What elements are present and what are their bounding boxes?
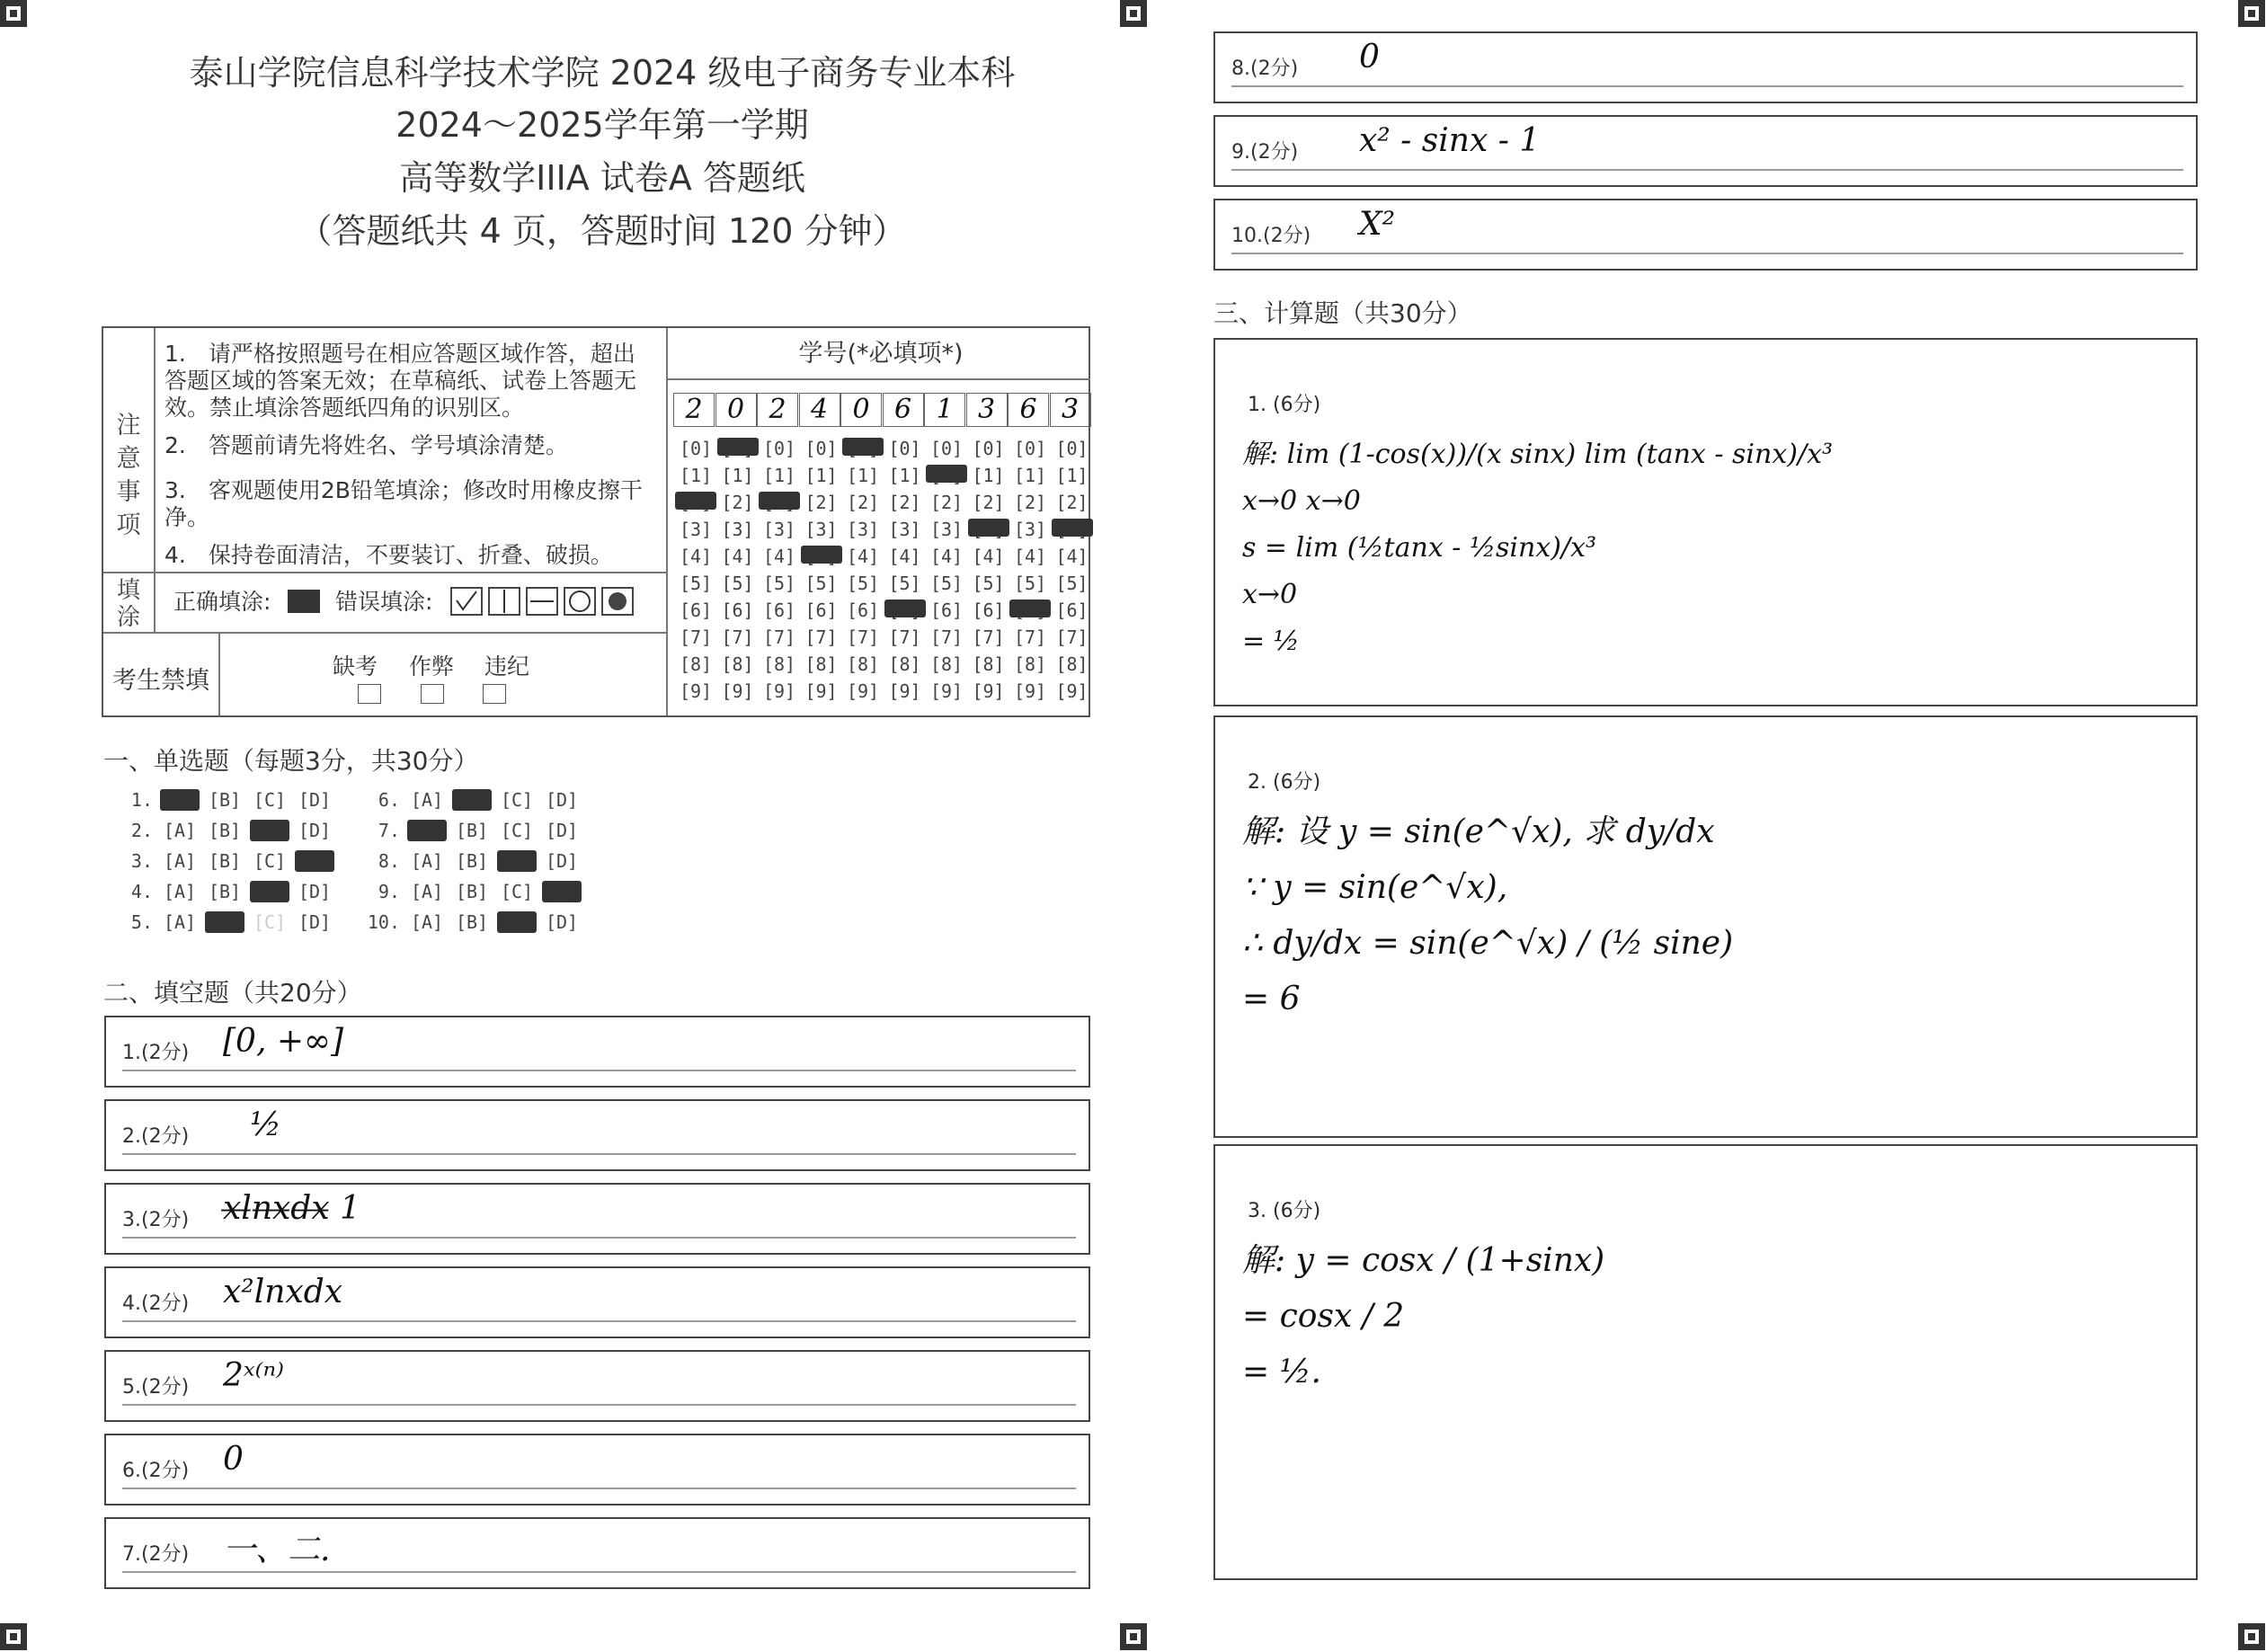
student-id-bubble[interactable]: [5]	[1013, 573, 1047, 594]
student-id-bubble[interactable]: [2]	[759, 492, 800, 510]
student-id-digit: 1	[924, 393, 965, 427]
calculation-work-line: 解: 设 y = sin(e^√x), 求 dy/dx	[1242, 813, 1715, 850]
fill-blank-label: 9.(2分)	[1231, 141, 1299, 164]
header-course: 高等数学IIIA 试卷A 答题纸	[399, 158, 805, 198]
student-id-bubble[interactable]: [4]	[972, 546, 1005, 567]
student-id-bubble[interactable]: [4]	[929, 546, 964, 567]
calculation-work-line: = 6	[1242, 981, 1301, 1017]
mc-option-bubble[interactable]: [D]	[545, 850, 579, 872]
correct-fill-sample	[288, 590, 320, 613]
mc-question-row	[360, 911, 587, 933]
student-id-bubble[interactable]: [6]	[762, 600, 796, 621]
student-id-bubble[interactable]: [4]	[679, 546, 713, 567]
student-id-bubble[interactable]: [8]	[1055, 653, 1089, 675]
fill-side-label: 填涂	[116, 577, 140, 631]
student-id-bubble[interactable]: [5]	[1055, 573, 1089, 594]
fill-blank-box[interactable]	[104, 1266, 1090, 1338]
student-id-digit: 2	[757, 393, 798, 427]
student-id-bubble[interactable]: [5]	[846, 573, 880, 594]
calculation-work-line: ∵ y = sin(e^√x),	[1242, 869, 1508, 906]
fill-blank-underline	[122, 1571, 1076, 1573]
student-id-bubble[interactable]: [7]	[846, 626, 880, 648]
student-id-bubble[interactable]: [8]	[846, 653, 880, 675]
student-id-bubble[interactable]: [3]	[721, 519, 754, 540]
student-id-bubble[interactable]: [9]	[972, 680, 1005, 702]
student-id-bubble[interactable]: [7]	[972, 626, 1005, 648]
student-id-bubble[interactable]: [8]	[804, 653, 838, 675]
correct-fill-label: 正确填涂:	[173, 589, 271, 615]
calculation-label: 2. (6分)	[1248, 771, 1321, 794]
section3-title: 三、计算题（共30分）	[1213, 298, 1472, 328]
student-id-bubble[interactable]: [2]	[1013, 492, 1047, 513]
fill-blank-underline	[1231, 169, 2183, 171]
mc-option-bubble[interactable]: [B]	[452, 789, 492, 811]
calculation-work-line: 解: lim (1-cos(x))/(x sinx) lim (tanx - sinx)/x³	[1242, 439, 1834, 470]
mc-option-bubble[interactable]: [B]	[455, 911, 489, 933]
student-id-bubble[interactable]: [0]	[888, 438, 921, 459]
student-id-bubble[interactable]: [9]	[888, 680, 921, 702]
fill-blank-answer: ½	[250, 1106, 281, 1143]
registration-mark-bottom-right	[2238, 1623, 2265, 1650]
student-id-bubble[interactable]: [3]	[1013, 519, 1047, 540]
fill-blank-answer: 一、二.	[223, 1532, 331, 1568]
student-id-bubble[interactable]: [9]	[804, 680, 838, 702]
calculation-work-line: = cosx / 2	[1242, 1298, 1405, 1335]
header-semester: 2024～2025学年第一学期	[395, 105, 809, 145]
student-id-bubble[interactable]: [2]	[929, 492, 964, 513]
student-id-bubble[interactable]: [4]	[721, 546, 754, 567]
student-id-bubble[interactable]: [3]	[804, 519, 838, 540]
mc-question-row	[360, 820, 587, 841]
mc-question-row	[360, 850, 587, 872]
student-id-digit: 6	[883, 393, 924, 427]
calculation-box[interactable]	[1213, 715, 2198, 1138]
calculation-work-line: = ½	[1242, 626, 1300, 657]
student-id-bubble[interactable]: [2]	[972, 492, 1005, 513]
fill-blank-label: 2.(2分)	[122, 1125, 190, 1148]
student-id-bubble[interactable]: [0]	[972, 438, 1005, 459]
student-id-digit: 4	[799, 393, 840, 427]
fill-blank-underline	[1231, 85, 2183, 87]
student-id-bubble[interactable]: [6]	[929, 600, 964, 621]
registration-mark-top-center	[1120, 0, 1147, 27]
student-id-digit: 3	[1050, 393, 1091, 427]
student-id-bubble[interactable]: [7]	[888, 626, 921, 648]
mc-question-number: 5.	[130, 911, 153, 933]
student-id-bubble[interactable]: [9]	[929, 680, 964, 702]
student-id-bubble[interactable]: [2]	[721, 492, 754, 513]
mc-question-number: 4.	[130, 881, 153, 902]
mc-option-bubble[interactable]: [A]	[410, 850, 444, 872]
fill-blank-underline	[122, 1404, 1076, 1406]
student-id-bubble[interactable]: [2]	[888, 492, 921, 513]
fill-blank-box[interactable]	[1213, 31, 2198, 103]
header-note: （答题纸共 4 页，答题时间 120 分钟）	[298, 211, 907, 251]
mc-option-bubble[interactable]: [B]	[205, 911, 244, 933]
notice-table	[102, 326, 1090, 717]
violation-checkbox[interactable]	[483, 684, 506, 704]
mc-question-number: 8.	[378, 850, 400, 872]
student-id-bubble[interactable]: [2]	[804, 492, 838, 513]
mc-option-bubble[interactable]: [D]	[545, 911, 579, 933]
mc-question-number: 1.	[130, 789, 153, 811]
calculation-work-line: s = lim (½tanx - ½sinx)/x³	[1242, 532, 1597, 564]
student-id-bubble[interactable]: [0]	[717, 438, 759, 456]
student-id-bubble[interactable]: [8]	[721, 653, 754, 675]
student-id-bubble[interactable]: [9]	[721, 680, 754, 702]
mc-option-bubble[interactable]: [B]	[208, 820, 242, 841]
mc-option-bubble[interactable]: [D]	[298, 911, 332, 933]
registration-mark-top-right	[2238, 0, 2265, 27]
student-id-bubble[interactable]: [1]	[1013, 465, 1047, 486]
mc-option-bubble[interactable]: [D]	[295, 850, 334, 872]
student-id-bubble[interactable]: [0]	[842, 438, 884, 456]
student-id-digit: 0	[840, 393, 882, 427]
student-id-bubble[interactable]: [7]	[1013, 626, 1047, 648]
calculation-work-line: 解: y = cosx / (1+sinx)	[1242, 1242, 1605, 1279]
mc-option-bubble[interactable]: [C]	[500, 789, 534, 811]
fill-blank-label: 4.(2分)	[122, 1292, 190, 1315]
student-id-bubble[interactable]: [6]	[972, 600, 1005, 621]
student-id-bubble[interactable]: [4]	[762, 546, 796, 567]
student-id-bubble[interactable]: [1]	[804, 465, 838, 486]
student-id-bubble[interactable]: [1]	[1055, 465, 1089, 486]
mc-question-row	[360, 881, 587, 902]
student-id-bubble[interactable]: [0]	[1055, 438, 1089, 459]
fill-blank-box[interactable]	[104, 1016, 1090, 1088]
student-id-bubble[interactable]: [8]	[762, 653, 796, 675]
mc-option-bubble[interactable]: [C]	[500, 881, 534, 902]
student-id-bubble[interactable]: [7]	[762, 626, 796, 648]
student-id-bubble[interactable]: [8]	[679, 653, 713, 675]
mc-option-bubble[interactable]: [C]	[250, 881, 289, 902]
student-id-bubble[interactable]: [1]	[888, 465, 921, 486]
student-id-bubble[interactable]: [0]	[679, 438, 713, 459]
student-id-bubble[interactable]: [3]	[762, 519, 796, 540]
mc-option-bubble[interactable]: [C]	[500, 820, 534, 841]
student-id-bubble[interactable]: [9]	[1013, 680, 1047, 702]
student-id-bubble[interactable]: [3]	[846, 519, 880, 540]
student-id-bubble[interactable]: [8]	[929, 653, 964, 675]
mc-option-bubble[interactable]: [A]	[163, 850, 197, 872]
mc-option-bubble[interactable]: [C]	[253, 789, 287, 811]
mc-option-bubble[interactable]: [A]	[407, 820, 447, 841]
registration-mark-bottom-center	[1120, 1623, 1147, 1650]
calculation-box[interactable]	[1213, 1144, 2198, 1580]
mc-question-number: 2.	[130, 820, 153, 841]
fill-blank-answer: 0	[1359, 39, 1380, 75]
calculation-label: 3. (6分)	[1248, 1200, 1321, 1222]
mc-option-bubble[interactable]: [D]	[542, 881, 582, 902]
registration-mark-bottom-left	[0, 1623, 27, 1650]
student-id-bubble[interactable]: [4]	[888, 546, 921, 567]
fill-blank-underline	[122, 1488, 1076, 1489]
mc-option-bubble[interactable]: [B]	[208, 881, 242, 902]
fill-blank-answer: 0	[223, 1441, 244, 1478]
fill-blank-label: 7.(2分)	[122, 1543, 190, 1566]
student-id-bubble[interactable]: [7]	[804, 626, 838, 648]
student-id-bubble[interactable]: [0]	[762, 438, 796, 459]
student-id-bubble[interactable]: [6]	[1009, 600, 1051, 617]
student-id-bubble[interactable]: [2]	[675, 492, 716, 510]
mc-question-number: 10.	[367, 911, 400, 933]
violation-label: 违纪	[484, 653, 530, 679]
calculation-work-line: x→0 x→0	[1242, 485, 1361, 517]
mc-option-bubble[interactable]: [B]	[208, 789, 242, 811]
absent-checkbox[interactable]	[358, 684, 381, 704]
fill-blank-underline	[122, 1153, 1076, 1155]
mc-option-bubble[interactable]: [D]	[545, 789, 579, 811]
mc-option-bubble[interactable]: [D]	[298, 881, 332, 902]
wrong-fill-label: 错误填涂:	[335, 589, 433, 615]
mc-option-bubble[interactable]: [B]	[455, 820, 489, 841]
student-id-bubble[interactable]: [5]	[888, 573, 921, 594]
mc-option-bubble[interactable]: [C]	[497, 911, 537, 933]
student-id-bubble[interactable]: [6]	[1055, 600, 1089, 621]
mc-option-bubble[interactable]: [A]	[163, 911, 197, 933]
student-id-bubble[interactable]: [1]	[926, 465, 967, 483]
student-id-bubble[interactable]: [8]	[1013, 653, 1047, 675]
student-id-bubble[interactable]: [5]	[929, 573, 964, 594]
fill-blank-underline	[122, 1320, 1076, 1322]
fill-blank-box[interactable]	[104, 1517, 1090, 1589]
fill-blank-box[interactable]	[1213, 115, 2198, 187]
fill-blank-underline	[1231, 253, 2183, 254]
notice-item-4: 4. 保持卷面清洁，不要装订、折叠、破损。	[164, 542, 613, 568]
student-id-bubble[interactable]: [5]	[679, 573, 713, 594]
fill-blank-box[interactable]	[104, 1183, 1090, 1255]
mc-question-row	[112, 850, 340, 872]
calculation-box[interactable]	[1213, 338, 2198, 706]
student-id-bubble[interactable]: [1]	[679, 465, 713, 486]
student-id-bubble[interactable]: [1]	[846, 465, 880, 486]
mc-question-number: 6.	[378, 789, 400, 811]
mc-question-number: 9.	[378, 881, 400, 902]
student-id-bubble[interactable]: [3]	[929, 519, 964, 540]
student-id-bubble[interactable]: [2]	[846, 492, 880, 513]
mc-option-bubble[interactable]: [C]	[253, 850, 287, 872]
notice-item-2: 2. 答题前请先将姓名、学号填涂清楚。	[164, 432, 568, 458]
header-school: 泰山学院信息科学技术学院 2024 级电子商务专业本科	[189, 53, 1016, 93]
student-id-bubble[interactable]: [0]	[804, 438, 838, 459]
calculation-work-line: ∴ dy/dx = sin(e^√x) / (½ sine)	[1242, 925, 1734, 962]
student-id-bubble[interactable]: [5]	[762, 573, 796, 594]
calculation-work-line: = ½.	[1242, 1354, 1321, 1390]
fill-blank-box[interactable]	[104, 1434, 1090, 1505]
section1-title: 一、单选题（每题3分，共30分）	[103, 746, 479, 776]
fill-blank-answer: x̶l̶n̶x̶d̶x̶ 1	[223, 1190, 360, 1227]
mc-option-bubble[interactable]: [A]	[410, 789, 444, 811]
student-id-bubble[interactable]: [6]	[804, 600, 838, 621]
wrong-fill-samples	[449, 584, 643, 620]
fill-blank-underline	[122, 1070, 1076, 1071]
student-id-bubble[interactable]: [4]	[846, 546, 880, 567]
fill-blank-underline	[122, 1237, 1076, 1239]
student-id-digit: 6	[1008, 393, 1049, 427]
student-id-bubble[interactable]: [0]	[929, 438, 964, 459]
student-id-bubble[interactable]: [6]	[721, 600, 754, 621]
fill-blank-answer: 2ˣ⁽ⁿ⁾	[223, 1357, 284, 1394]
student-id-bubble[interactable]: [8]	[888, 653, 921, 675]
mc-option-bubble[interactable]: [A]	[410, 881, 444, 902]
student-id-bubble[interactable]: [7]	[721, 626, 754, 648]
fill-blank-label: 6.(2分)	[122, 1460, 190, 1482]
mc-question-number: 3.	[130, 850, 153, 872]
mc-question-row	[112, 820, 340, 841]
mc-option-bubble[interactable]: [D]	[298, 789, 332, 811]
student-id-bubble[interactable]: [1]	[721, 465, 754, 486]
fill-blank-answer: X²	[1359, 206, 1396, 243]
student-id-bubble[interactable]: [1]	[762, 465, 796, 486]
student-id-digit: 0	[715, 393, 757, 427]
mc-question-number: 7.	[378, 820, 400, 841]
student-id-bubble[interactable]: [9]	[846, 680, 880, 702]
student-id-digit: 3	[966, 393, 1008, 427]
fill-blank-answer: x²lnxdx	[223, 1274, 343, 1310]
mc-question-row	[112, 911, 340, 933]
student-id-bubble[interactable]: [6]	[884, 600, 926, 617]
student-id-bubble[interactable]: [9]	[1055, 680, 1089, 702]
mc-option-bubble[interactable]: [D]	[298, 820, 332, 841]
exam-side-label: 考生禁填	[112, 667, 209, 695]
fill-blank-answer: x² - sinx - 1	[1359, 122, 1541, 159]
mc-question-row	[360, 789, 587, 811]
student-id-bubble[interactable]: [9]	[762, 680, 796, 702]
student-id-bubble[interactable]: [6]	[846, 600, 880, 621]
student-id-bubble[interactable]: [4]	[801, 546, 842, 564]
fill-blank-label: 3.(2分)	[122, 1209, 190, 1231]
student-id-bubble[interactable]: [6]	[679, 600, 713, 621]
student-id-digit: 2	[673, 393, 715, 427]
cheat-label: 作弊	[409, 653, 455, 679]
mc-option-bubble[interactable]: [A]	[163, 881, 197, 902]
notice-side-label: 注意事项	[116, 412, 141, 539]
mc-option-bubble[interactable]: [D]	[545, 820, 579, 841]
calculation-label: 1. (6分)	[1248, 394, 1321, 416]
fill-blank-box[interactable]	[1213, 199, 2198, 271]
student-id-bubble[interactable]: [9]	[679, 680, 713, 702]
student-id-bubble[interactable]: [0]	[1013, 438, 1047, 459]
fill-blank-box[interactable]	[104, 1099, 1090, 1171]
absent-label: 缺考	[333, 653, 378, 679]
fill-blank-label: 5.(2分)	[122, 1376, 190, 1399]
mc-option-bubble[interactable]: [A]	[160, 789, 200, 811]
student-id-bubble[interactable]: [7]	[1055, 626, 1089, 648]
student-id-bubble[interactable]: [1]	[972, 465, 1005, 486]
student-id-bubble[interactable]: [5]	[721, 573, 754, 594]
student-id-bubble[interactable]: [7]	[679, 626, 713, 648]
student-id-bubble[interactable]: [8]	[972, 653, 1005, 675]
student-id-bubble[interactable]: [4]	[1055, 546, 1089, 567]
student-id-bubble[interactable]: [3]	[679, 519, 713, 540]
notice-item-1: 1. 请严格按照题号在相应答题区域作答，超出答题区域的答案无效；在草稿纸、试卷上答题无效。禁止填涂答题纸四角的识别区。	[164, 341, 637, 421]
student-id-bubble[interactable]: [2]	[1055, 492, 1089, 513]
student-id-bubble[interactable]: [3]	[968, 519, 1009, 537]
student-id-bubble[interactable]: [5]	[972, 573, 1005, 594]
mc-question-row	[112, 789, 340, 811]
notice-item-3: 3. 客观题使用2B铅笔填涂；修改时用橡皮擦干净。	[164, 477, 643, 530]
fill-blank-box[interactable]	[104, 1350, 1090, 1422]
mc-option-bubble[interactable]: [B]	[455, 850, 489, 872]
student-id-bubble[interactable]: [5]	[804, 573, 838, 594]
mc-option-bubble[interactable]: [A]	[410, 911, 444, 933]
student-id-bubble[interactable]: [4]	[1013, 546, 1047, 567]
student-id-bubble[interactable]: [3]	[1052, 519, 1093, 537]
cheat-checkbox[interactable]	[421, 684, 444, 704]
mc-option-bubble[interactable]: [B]	[208, 850, 242, 872]
calculation-work-line: x→0	[1242, 579, 1298, 610]
fill-blank-label: 1.(2分)	[122, 1042, 190, 1064]
mc-option-bubble[interactable]: [C]	[497, 850, 537, 872]
fill-blank-label: 8.(2分)	[1231, 58, 1299, 80]
mc-option-bubble[interactable]: [B]	[455, 881, 489, 902]
fill-blank-label: 10.(2分)	[1231, 225, 1311, 247]
mc-option-bubble[interactable]: [A]	[163, 820, 197, 841]
student-id-bubble[interactable]: [7]	[929, 626, 964, 648]
fill-blank-answer: [0, +∞]	[223, 1023, 344, 1060]
section2-title: 二、填空题（共20分）	[103, 978, 362, 1008]
student-id-bubble[interactable]: [3]	[888, 519, 921, 540]
mc-question-row	[112, 881, 340, 902]
registration-mark-top-left	[0, 0, 27, 27]
mc-option-bubble[interactable]: [C]	[253, 911, 287, 933]
mc-option-bubble[interactable]: [C]	[250, 820, 289, 841]
student-id-title: 学号(*必填项*)	[798, 340, 964, 368]
